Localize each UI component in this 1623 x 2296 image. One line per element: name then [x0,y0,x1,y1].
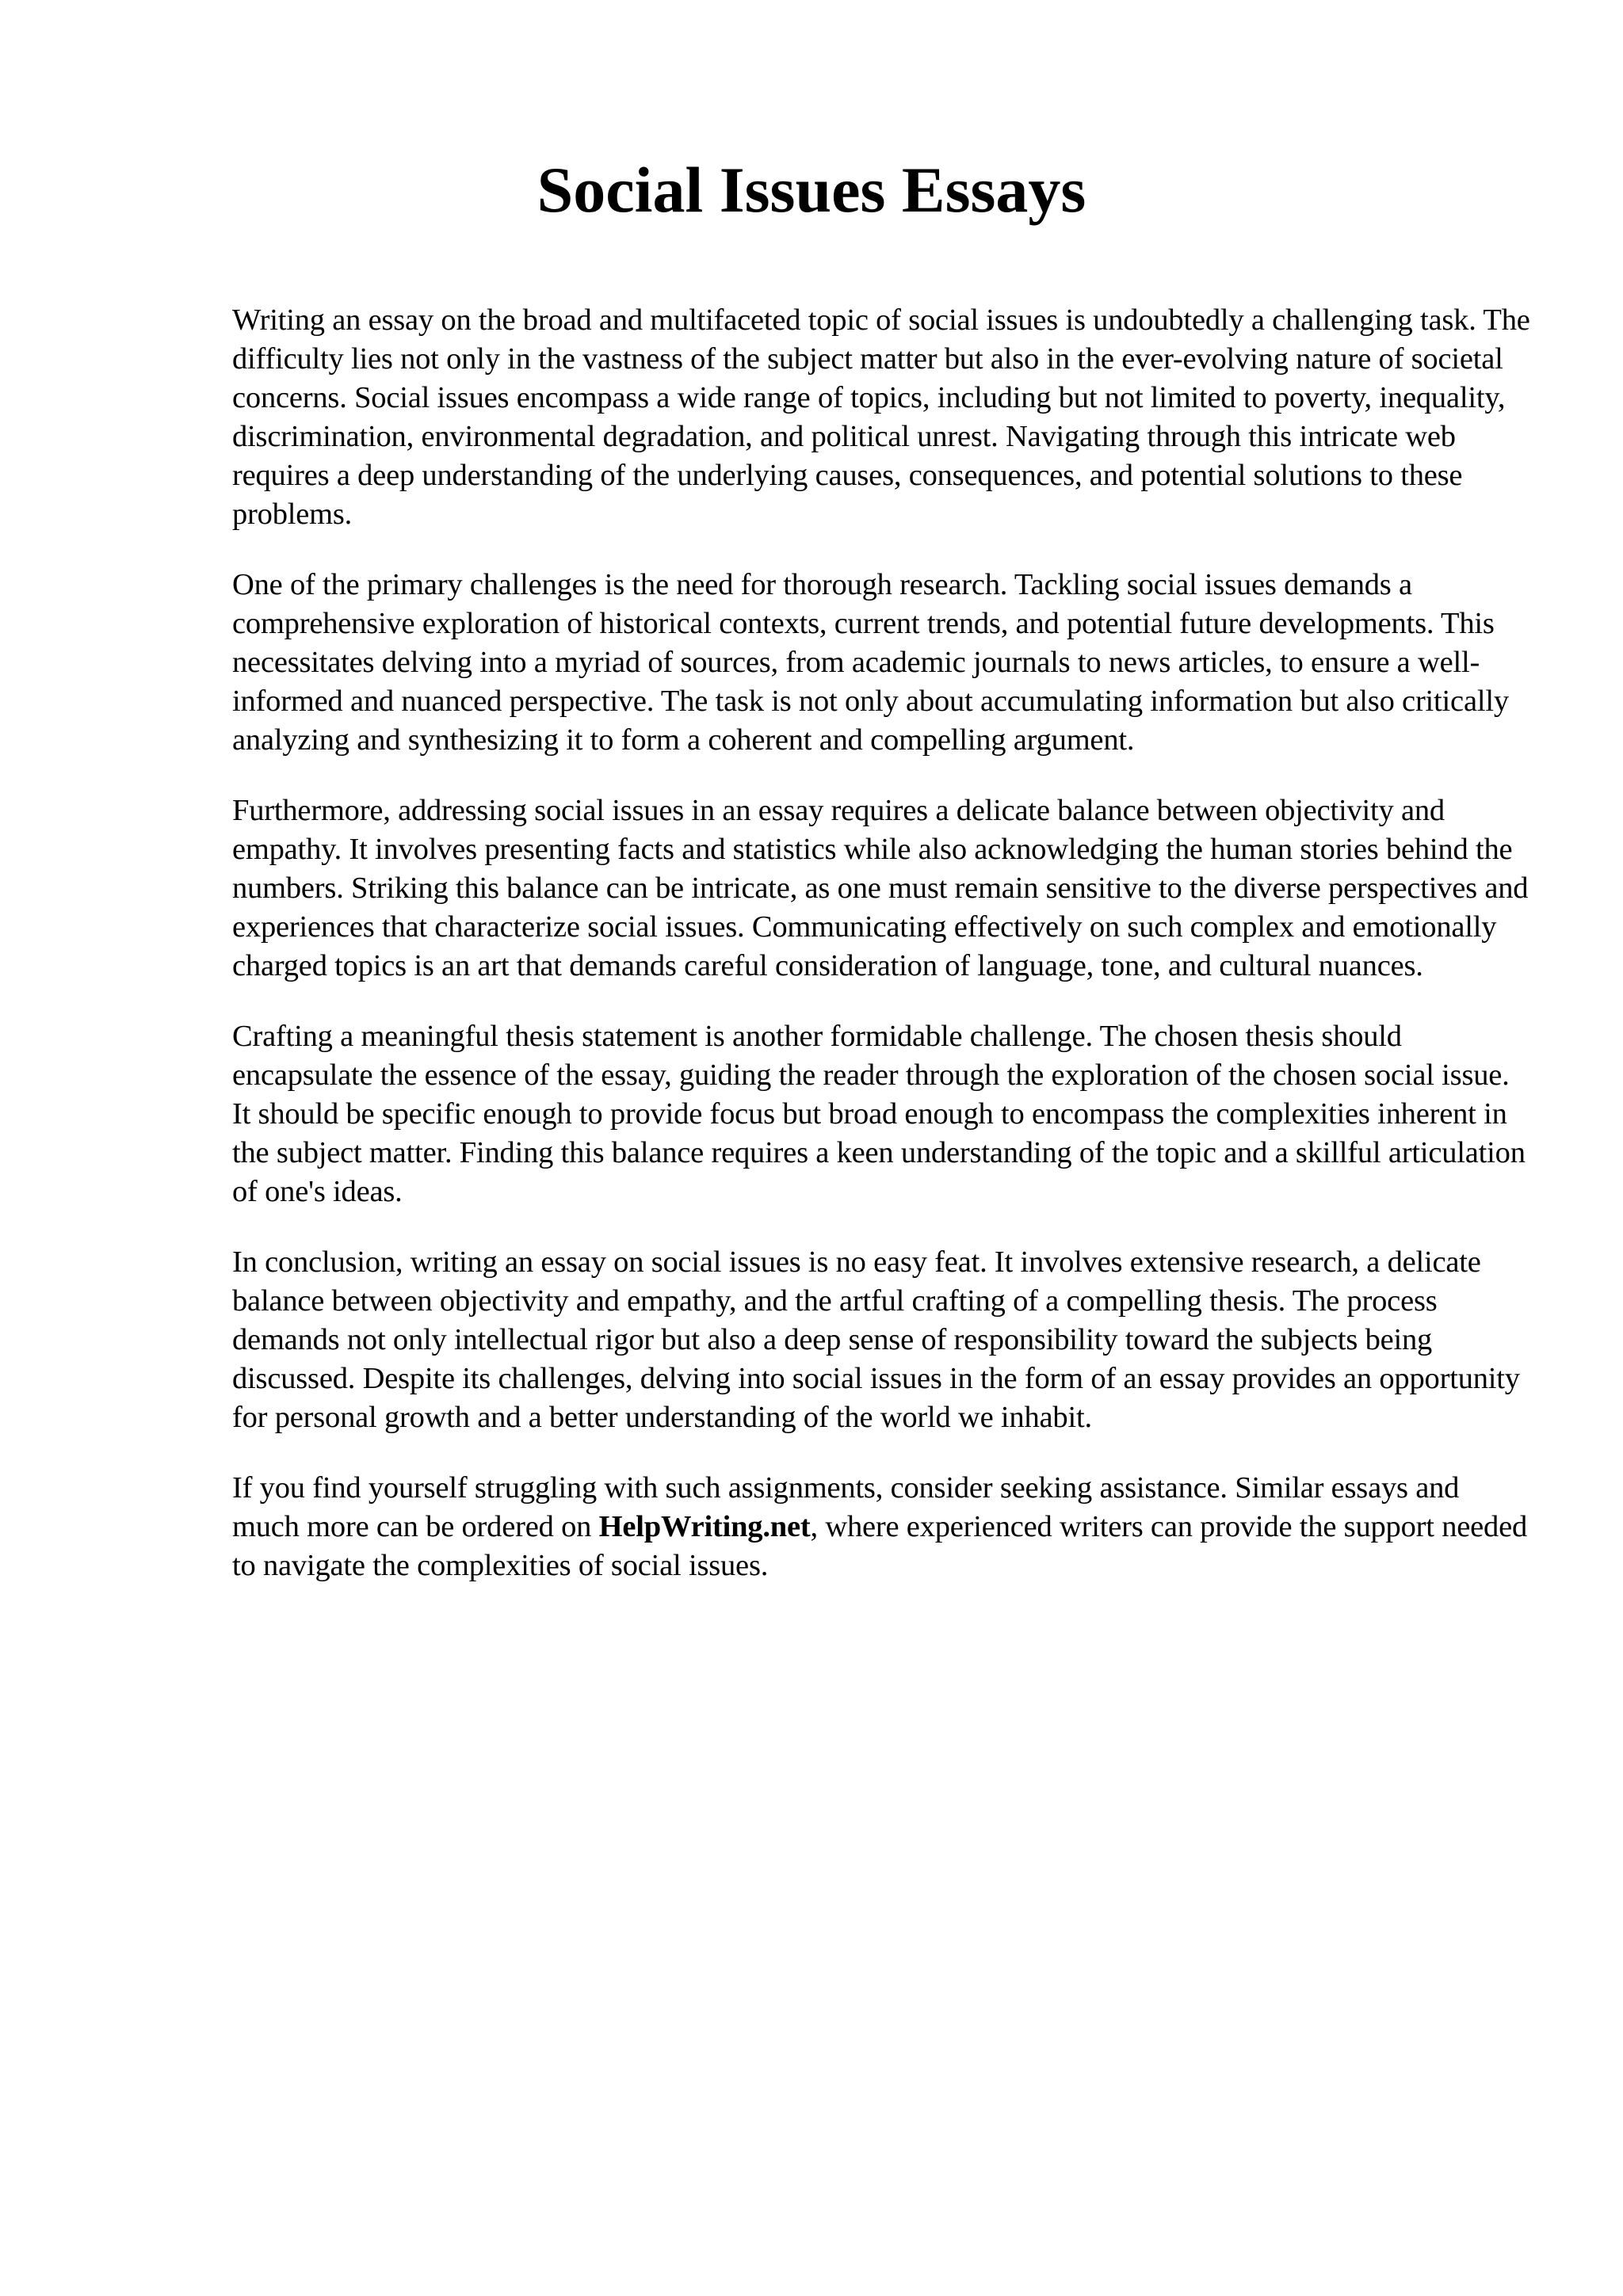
helpwriting-brand: HelpWriting.net [598,1510,811,1543]
closing-text-before: If you find yourself struggling with such assignments, consider seeking assistance. Similar essays and much more can be ordered on [232,1471,1460,1543]
closing-text-after: , where experienced writers can provide the support needed to navigate the complexities of social issues. [232,1510,1528,1582]
essay-body [232,301,1532,1585]
paragraph-2: One of the primary challenges is the need for thorough research. Tackling social issues demands a comprehensive exploration of historical contexts, current trends, and potential future developments. This necessitates delving into a myriad of sources, from academic journals to news articles, to ensure a well-informed and nuanced perspective. The task is not only about accumulating information but also critically analyzing and synthesizing it to form a coherent and compelling argument. [232,568,1509,757]
closing-paragraph [232,1469,1532,1585]
paragraph-1: Writing an essay on the broad and multifaceted topic of social issues is undoubtedly a challenging task. The difficulty lies not only in the vastness of the subject matter but also in the ever-evolving nature of societal concerns. Social issues encompass a wide range of topics, including but not limited to poverty, inequality, discrimination, environmental degradation, and political unrest. Navigating through this intricate web requires a deep understanding of the underlying causes, consequences, and potential solutions to these problems. [232,303,1530,531]
page-title: Social Issues Essays [537,154,1086,226]
paragraph-4: Crafting a meaningful thesis statement is another formidable challenge. The chosen thesis should encapsulate the essence of the essay, guiding the reader through the exploration of the chosen social issue. It should be specific enough to provide focus but broad enough to encompass the complexities inherent in the subject matter. Finding this balance requires a keen understanding of the topic and a skillful articulation of one's ideas. [232,1020,1526,1208]
paragraph-3: Furthermore, addressing social issues in an essay requires a delicate balance between objectivity and empathy. It involves presenting facts and statistics while also acknowledging the human stories behind the numbers. Striking this balance can be intricate, as one must remain sensitive to the diverse perspectives and experiences that characterize social issues. Communicating effectively on such complex and emotionally charged topics is an art that demands careful consideration of language, tone, and cultural nuances. [232,794,1529,982]
paragraph-5: In conclusion, writing an essay on social issues is no easy feat. It involves extensive research, a delicate balance between objectivity and empathy, and the artful crafting of a compelling thesis. The process demands not only intellectual rigor but also a deep sense of responsibility toward the subjects being discussed. Despite its challenges, delving into social issues in the form of an essay provides an opportunity for personal growth and a better understanding of the world we inhabit. [232,1245,1520,1434]
